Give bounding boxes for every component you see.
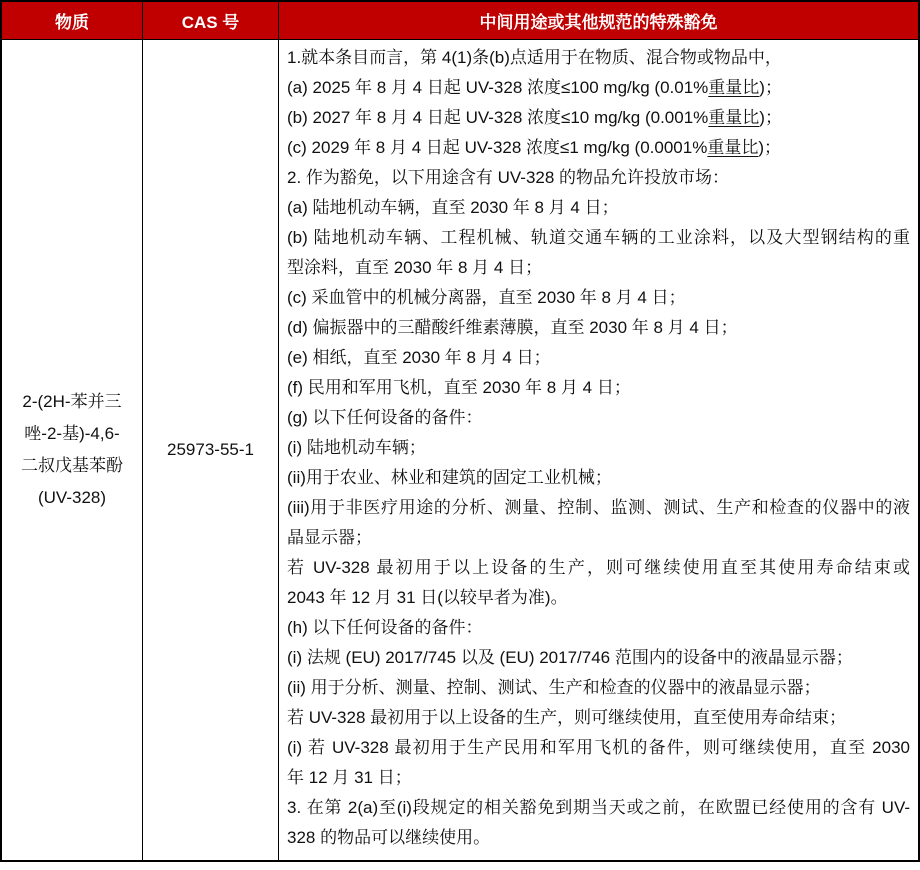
- substance-name-line: (UV-328): [37, 488, 107, 507]
- exemption-line: [287, 523, 910, 553]
- exemption-line: [287, 703, 910, 733]
- exemption-text-segment: (ii) 用于分析、测量、控制、测试、生产和检查的仪器中的液晶显示器；: [287, 678, 821, 697]
- header-cas-number: [143, 2, 279, 40]
- exemption-text-segment: )；: [759, 78, 782, 97]
- exemption-text-segment: (i) 若 UV-328 最初用于生产民用和军用飞机的备件，则可继续使用，直至 2030: [287, 738, 910, 757]
- exemption-line: [287, 793, 910, 823]
- underlined-weight-ratio: 重量比: [708, 78, 760, 97]
- exemption-line: [287, 493, 910, 523]
- exemption-line: [287, 613, 910, 643]
- exemption-line: [287, 43, 910, 73]
- exemption-line: [287, 553, 910, 583]
- substance-name-line: 唑-2-基)-4,6-: [24, 424, 120, 443]
- exemptions-cell: [279, 40, 918, 860]
- header-cas-number-label: CAS 号: [181, 13, 240, 32]
- header-substance-label: 物质: [55, 13, 89, 32]
- exemption-line: [287, 643, 910, 673]
- exemption-text-segment: )；: [759, 108, 782, 127]
- exemption-line: [287, 403, 910, 433]
- exemption-line: [287, 253, 910, 283]
- exemption-text-segment: (a) 2025 年 8 月 4 日起 UV-328 浓度≤100 mg/kg (0.01%: [287, 78, 709, 97]
- exemption-line: [287, 133, 910, 163]
- header-exemptions: [279, 2, 918, 40]
- exemption-text-segment: (a) 陆地机动车辆，直至 2030 年 8 月 4 日；: [287, 198, 619, 217]
- exemption-line: [287, 223, 910, 253]
- exemption-line: [287, 313, 910, 343]
- substance-cell: [2, 40, 143, 860]
- exemption-text-segment: (i) 法规 (EU) 2017/745 以及 (EU) 2017/746 范围内的设备中的液晶显示器；: [287, 648, 853, 667]
- exemption-text-segment: (c) 2029 年 8 月 4 日起 UV-328 浓度≤1 mg/kg (0.0001%: [287, 138, 708, 157]
- exemption-text-segment: (c) 采血管中的机械分离器，直至 2030 年 8 月 4 日；: [287, 288, 686, 307]
- substance-name-line: 2-(2H-苯并三: [22, 392, 122, 411]
- exemption-line: [287, 283, 910, 313]
- exemption-text-segment: (g) 以下任何设备的备件：: [287, 408, 483, 427]
- exemption-line: [287, 103, 910, 133]
- exemption-text-segment: 晶显示器；: [287, 528, 372, 547]
- exemption-line: [287, 583, 910, 613]
- header-substance: [2, 2, 143, 40]
- exemption-text-segment: 2. 作为豁免，以下用途含有 UV-328 的物品允许投放市场：: [287, 168, 730, 187]
- exemption-text-segment: (b) 陆地机动车辆、工程机械、轨道交通车辆的工业涂料，以及大型钢结构的重: [287, 228, 910, 247]
- exemption-line: [287, 373, 910, 403]
- exemption-line: [287, 163, 910, 193]
- exemption-text-segment: (iii)用于非医疗用途的分析、测量、控制、监测、测试、生产和检查的仪器中的液: [287, 498, 910, 517]
- cas-number-value: 25973-55-1: [167, 440, 254, 459]
- exemption-text-segment: 若 UV-328 最初用于以上设备的生产，则可继续使用直至其使用寿命结束或: [287, 558, 910, 577]
- exemption-line: [287, 73, 910, 103]
- exemption-text-segment: (h) 以下任何设备的备件：: [287, 618, 483, 637]
- exemption-text-segment: (i) 陆地机动车辆；: [287, 438, 426, 457]
- exemption-line: [287, 763, 910, 793]
- substance-name-line: 二叔戊基苯酚: [21, 456, 123, 475]
- exemption-line: [287, 673, 910, 703]
- underlined-weight-ratio: 重量比: [707, 138, 759, 157]
- exemption-line: [287, 463, 910, 493]
- exemption-text-segment: )；: [758, 138, 782, 157]
- exemption-text-segment: 328 的物品可以继续使用。: [287, 828, 491, 847]
- exemption-text-segment: (f) 民用和军用飞机，直至 2030 年 8 月 4 日；: [287, 378, 631, 397]
- exemption-line: [287, 343, 910, 373]
- exemption-text-segment: (b) 2027 年 8 月 4 日起 UV-328 浓度≤10 mg/kg (0.001%: [287, 108, 709, 127]
- exemption-text-segment: 年 12 月 31 日；: [287, 768, 412, 787]
- exemption-text-segment: (ii)用于农业、林业和建筑的固定工业机械；: [287, 468, 612, 487]
- cas-number-cell: [143, 40, 279, 860]
- exemption-text-segment: 型涂料，直至 2030 年 8 月 4 日；: [287, 258, 543, 277]
- exemption-line: [287, 733, 910, 763]
- exemption-text-segment: (d) 偏振器中的三醋酸纤维素薄膜，直至 2030 年 8 月 4 日；: [287, 318, 738, 337]
- exemption-line: [287, 823, 910, 853]
- exemption-text-segment: 3. 在第 2(a)至(i)段规定的相关豁免到期当天或之前，在欧盟已经使用的含有 UV-: [287, 798, 910, 817]
- exemption-line: [287, 193, 910, 223]
- exemption-text-segment: 若 UV-328 最初用于以上设备的生产，则可继续使用，直至使用寿命结束；: [287, 708, 847, 727]
- exemption-text-segment: 1.就本条目而言，第 4(1)条(b)点适用于在物质、混合物或物品中，: [287, 48, 782, 67]
- exemption-text-segment: (e) 相纸，直至 2030 年 8 月 4 日；: [287, 348, 551, 367]
- header-exemptions-label: 中间用途或其他规范的特殊豁免: [479, 13, 718, 32]
- exemption-text-segment: 2043 年 12 月 31 日(以较早者为准)。: [287, 588, 568, 607]
- exemption-line: [287, 433, 910, 463]
- underlined-weight-ratio: 重量比: [708, 108, 760, 127]
